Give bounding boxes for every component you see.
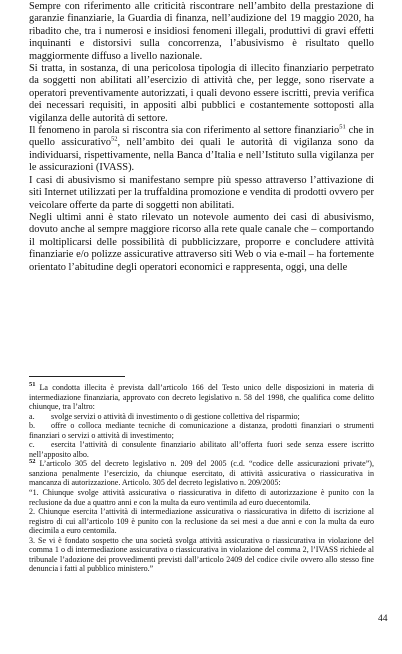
main-text (29, 1, 374, 274)
footnote-52 (29, 459, 374, 488)
footnote-ref-51[interactable]: 51 (339, 123, 346, 131)
paragraph: Negli ultimi anni è stato rilevato un notevole aumento dei casi di abusivismo, dovuto anche al sempre maggiore ricorso alla rete quale canale che – comportando il moltiplicarsi delle possibilità di pubblicizzare, proporre e concludere attività finanziarie e/o polizze assicurative attraverso siti Web o via e-mail – ha fortemente orientato l’abitudine degli operatori economici e rappresenta, oggi, una delle (29, 211, 374, 273)
paragraph-text: che in quello assicurativo (29, 125, 374, 149)
footnote-list-item (29, 440, 374, 459)
list-label: c. (29, 440, 35, 450)
footnote-mark: 51 (29, 381, 36, 389)
list-text: esercita l’attività di consulente finanziario abilitato all’offerta fuori sede senza essere iscritto nell’apposito albo. (29, 440, 374, 459)
list-label: a. (29, 411, 35, 421)
list-text: offre o colloca mediante tecniche di comunicazione a distanza, prodotti finanziari o strumenti finanziari o servizi o attività di investimento; (29, 421, 374, 440)
footnotes (29, 383, 374, 574)
footnote-mark: 52 (29, 457, 36, 465)
footnote-ref-52[interactable]: 52 (111, 136, 118, 143)
paragraph: Sempre con riferimento alle criticità riscontrare nell’ambito della prestazione di garanzie finanziarie, la Guardia di finanza, nell’audizione del 19 maggio 2020, ha ribadito che, tra i numerosi e insidiosi fenomeni illegali, produttivi di gravi effetti inquinanti e distorsivi sulla concorrenza, l’abusivismo è risultato quello maggiormente diffuso a livello nazionale. (29, 1, 374, 62)
footnote-quote: 2. Chiunque esercita l’attività di intermediazione assicurativa o riassicurativa in difetto di iscrizione al registro di cui all’articolo 109 è punito con la reclusione da sei mesi a due anni e con la multa da euro diecimila a euro centomila. (29, 507, 374, 536)
document-page (29, 0, 388, 654)
page-number: 44 (378, 614, 388, 624)
list-text: svolge servizi o attività di investimento o di gestione collettiva del risparmio; (51, 411, 300, 421)
footnote-separator (29, 376, 125, 377)
paragraph: I casi di abusivismo si manifestano sempre più spesso attraverso l’attivazione di siti Internet utilizzati per la truffaldina promozione e vendita di prodotti ovvero per veicolare offerte da parte di soggetti non abilitati. (29, 174, 374, 211)
footnote-list-item (29, 412, 374, 422)
footnote-list-item (29, 421, 374, 440)
paragraph-text: Il fenomeno in parola si riscontra sia con riferimento al settore finanziario (29, 125, 340, 137)
footnote-quote: “1. Chiunque svolge attività assicurativa o riassicurativa in difetto di autorizzazione è punito con la reclusione da due a quattro anni e con la multa da euro ventimila ad euro duecentomila. (29, 488, 374, 507)
footnote-51 (29, 383, 374, 412)
paragraph: Si tratta, in sostanza, di una pericolosa tipologia di illecito finanziario perpetrato da soggetti non abilitati all’esercizio di attività che, per legge, sono riservate a operatori preventivamente autorizzati, i quali devono essere iscritti, previa verifica dei necessari requisiti, in appositi albi pubblici e costantemente sottoposti alla vigilanza delle autorità di settore. (29, 63, 374, 124)
footnote-text: L’articolo 305 del decreto legislativo n. 209 del 2005 (c.d. “codice delle assicurazioni private”), sanziona penalmente l’esercizio, da chiunque esercitato, di attività assicurativa o riassicurativa in mancanza di autorizzazione. Articolo. 305 del decreto legislativo n. 209/2005: (29, 459, 374, 488)
footnote-quote: 3. Se vi è fondato sospetto che una società svolga attività assicurativa o riassicurativa in violazione del comma 1 o di intermediazione assicurativa o riassicurativa in violazione del comma 2, l’IVASS richiede al tribunale l’adozione dei provvedimenti previsti dall’articolo 2409 del codice civile ovvero allo stesso fine denuncia i fatti al pubblico ministero.” (29, 535, 374, 574)
list-label: b. (29, 421, 36, 431)
paragraph-text: , nell’ambito dei quali le autorità di vigilanza sono da individuarsi, rispettivamente, nella Banca d’Italia e nell’Istituto sulla vigilanza per le assicurazioni (IVASS). (29, 137, 374, 174)
footnote-text: La condotta illecita è prevista dall’articolo 166 del Testo unico delle disposizioni in materia di intermediazione finanziaria, approvato con decreto legislativo n. 58 del 1998, che qualifica come delitto chiunque, tra l’altro: (29, 383, 374, 412)
paragraph (29, 125, 374, 175)
